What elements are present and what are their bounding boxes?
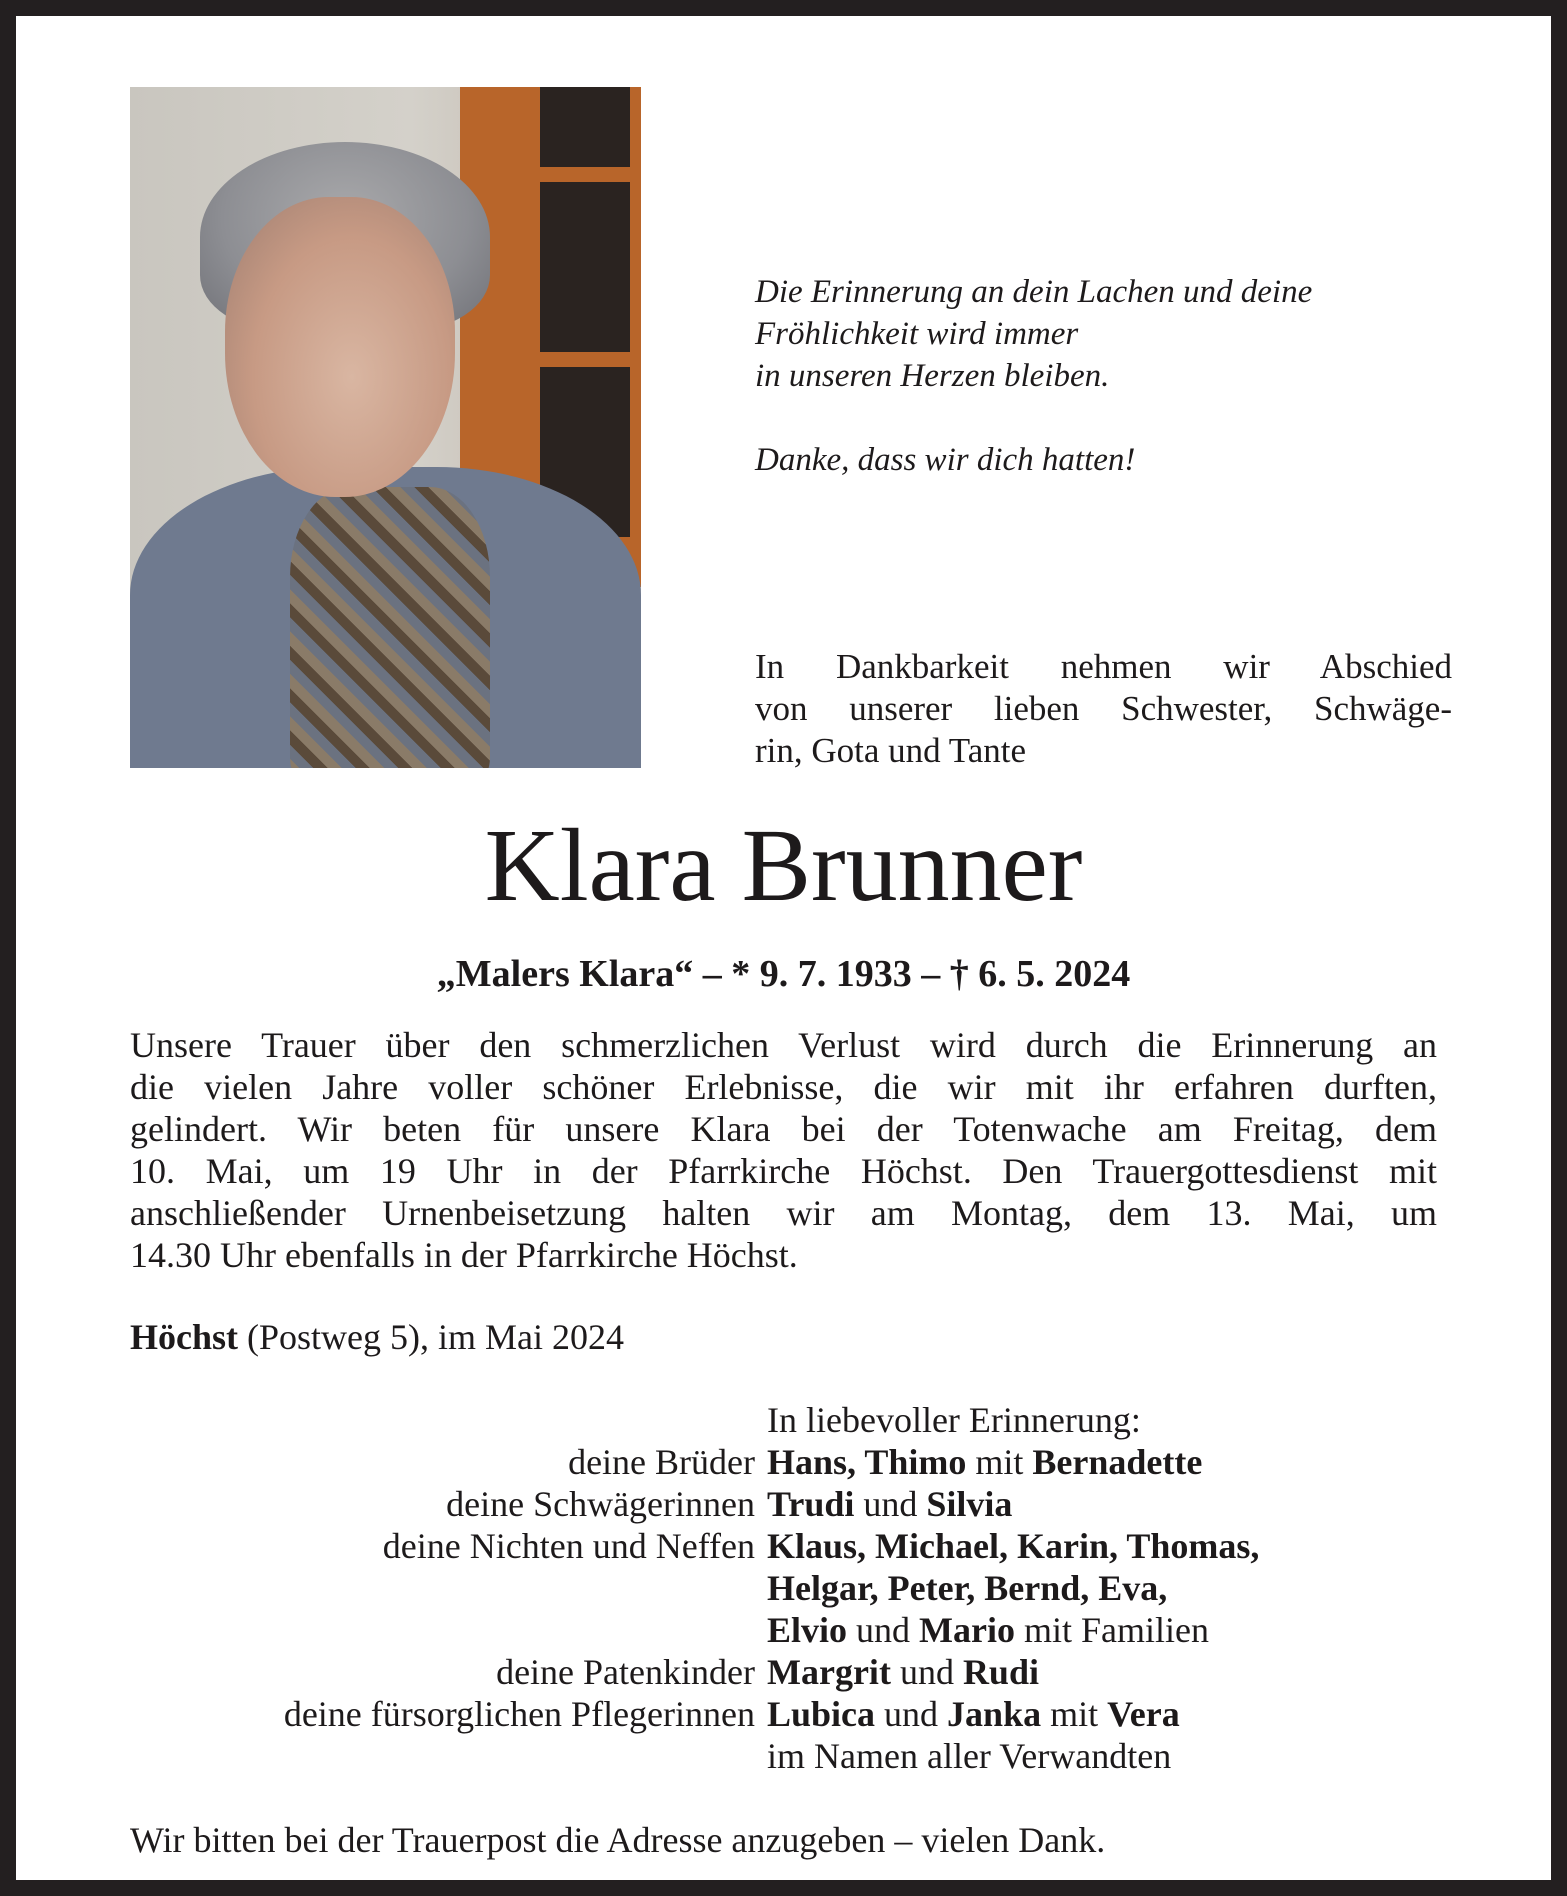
connector-text: und: [854, 1484, 927, 1524]
family-list: [130, 1399, 1259, 1777]
relation-label: deine Brüder: [568, 1442, 755, 1482]
relative-names: [767, 1483, 1012, 1525]
relative-names: [767, 1651, 1039, 1693]
relative-name: Rudi: [962, 1652, 1039, 1692]
connector-text: und: [890, 1652, 963, 1692]
relative-name: Vera: [1107, 1694, 1180, 1734]
connector-text: im Namen aller Verwandten: [767, 1736, 1172, 1776]
family-heading: In liebevoller Erinnerung:: [767, 1400, 1141, 1440]
connector-text: mit: [1041, 1694, 1108, 1734]
relative-names: [767, 1609, 1209, 1651]
relative-name: Lubica: [767, 1694, 876, 1734]
family-row: [130, 1441, 1259, 1483]
quote-thanks: Danke, dass wir dich hatten!: [755, 442, 1136, 478]
connector-text: mit: [966, 1442, 1033, 1482]
family-row: [130, 1609, 1259, 1651]
relative-name: Bernadette: [1032, 1442, 1203, 1482]
memorial-quote: [755, 271, 1312, 481]
relation-label: [130, 1567, 767, 1609]
intro-line: rin, Gota und Tante: [755, 731, 1027, 770]
relative-name: Margrit: [767, 1652, 891, 1692]
relation-label: [130, 1735, 767, 1777]
relative-names: [767, 1735, 1171, 1777]
relative-names: [767, 1525, 1259, 1567]
intro-text: [755, 646, 1452, 772]
relative-name: Trudi: [767, 1484, 855, 1524]
quote-line: Fröhlichkeit wird immer: [755, 316, 1079, 352]
relation-label: deine Schwägerinnen: [446, 1484, 755, 1524]
body-line: die vielen Jahre voller schöner Erlebnisse, die wir mit ihr erfahren durften,: [130, 1067, 1437, 1107]
family-row: [130, 1735, 1259, 1777]
family-row: [130, 1567, 1259, 1609]
relation-label: deine fürsorglichen Pflegerinnen: [283, 1694, 755, 1734]
connector-text: und: [847, 1610, 920, 1650]
family-row: [130, 1525, 1259, 1567]
family-row: [130, 1483, 1259, 1525]
body-line: Unsere Trauer über den schmerzlichen Verlust wird durch die Erinnerung an: [130, 1025, 1437, 1065]
deceased-dates: „Malers Klara“ – * 9. 7. 1933 – † 6. 5. 2024: [436, 953, 1131, 995]
place-town: Höchst: [130, 1317, 238, 1357]
relative-name: Klaus, Michael, Karin, Thomas,: [767, 1526, 1260, 1566]
connector-text: und: [875, 1694, 948, 1734]
place-rest: (Postweg 5), im Mai 2024: [238, 1317, 624, 1357]
quote-line: in unseren Herzen bleiben.: [755, 358, 1110, 394]
relative-names: [767, 1567, 1167, 1609]
relative-name: Janka: [947, 1694, 1042, 1734]
body-line: gelindert. Wir beten für unsere Klara bei der Totenwache am Freitag, dem: [130, 1109, 1437, 1149]
relation-label: [130, 1609, 767, 1651]
body-paragraph: [130, 1024, 1437, 1276]
relative-name: Hans, Thimo: [767, 1442, 967, 1482]
relative-name: Mario: [919, 1610, 1015, 1650]
relation-label: deine Patenkinder: [496, 1652, 755, 1692]
obituary-page: [16, 16, 1551, 1880]
connector-text: mit Familien: [1014, 1610, 1209, 1650]
body-line: 10. Mai, um 19 Uhr in der Pfarrkirche Höchst. Den Trauergottesdienst mit: [130, 1151, 1437, 1191]
quote-line: Die Erinnerung an dein Lachen und deine: [755, 274, 1313, 310]
relative-names: [767, 1693, 1180, 1735]
intro-line: von unserer lieben Schwester, Schwäge-: [755, 689, 1452, 728]
relative-names: [767, 1441, 1202, 1483]
intro-line: In Dankbarkeit nehmen wir Abschied: [755, 647, 1452, 686]
place-date: [130, 1316, 624, 1358]
relation-label: deine Nichten und Neffen: [382, 1526, 755, 1566]
portrait-photo: [130, 87, 641, 768]
relative-name: Helgar, Peter, Bernd, Eva,: [767, 1568, 1168, 1608]
body-line: anschließender Urnenbeisetzung halten wir am Montag, dem 13. Mai, um: [130, 1193, 1437, 1233]
family-row: [130, 1651, 1259, 1693]
relative-name: Elvio: [767, 1610, 848, 1650]
footer-note: Wir bitten bei der Trauerpost die Adresse anzugeben – vielen Dank.: [130, 1820, 1106, 1860]
deceased-name: Klara Brunner: [484, 808, 1083, 923]
body-line: 14.30 Uhr ebenfalls in der Pfarrkirche Höchst.: [130, 1235, 798, 1275]
family-row: [130, 1693, 1259, 1735]
relative-name: Silvia: [926, 1484, 1013, 1524]
